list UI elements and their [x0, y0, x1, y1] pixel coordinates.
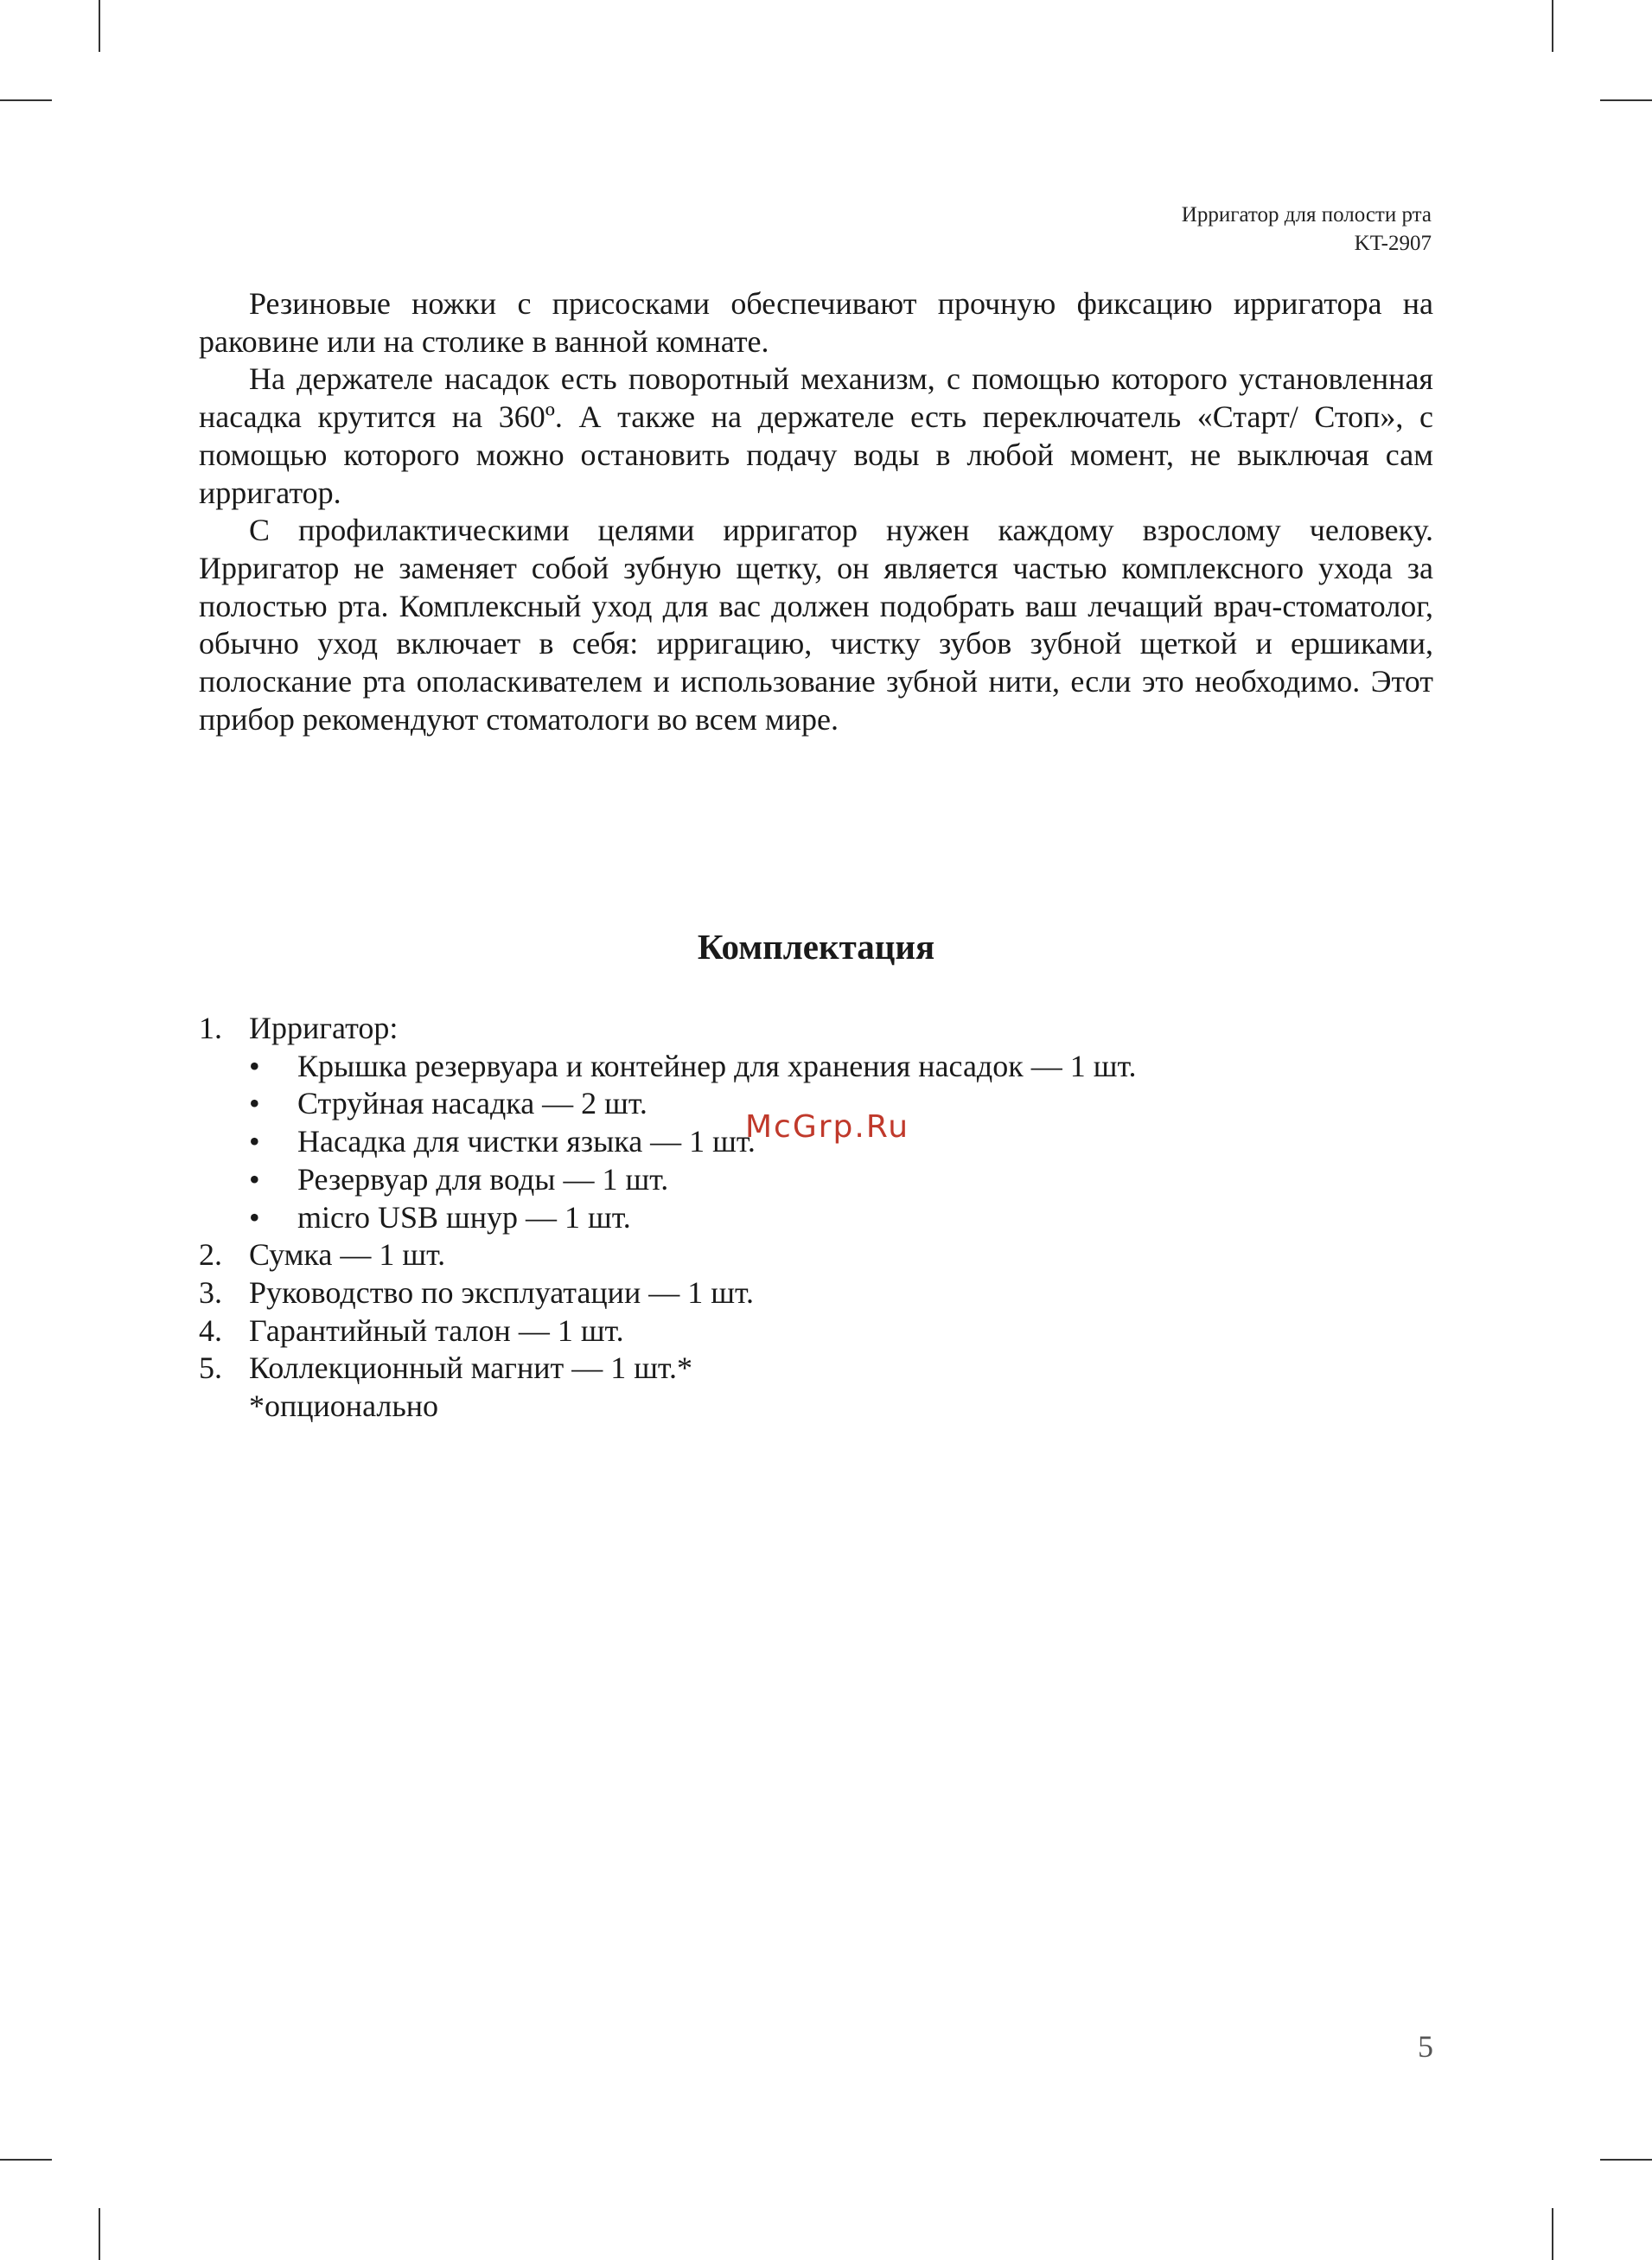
bullet-icon: •: [249, 1199, 260, 1235]
list-number: 3.: [199, 1274, 222, 1310]
sub-list-text: Резервуар для воды — 1 шт.: [297, 1161, 669, 1197]
section-title: Комплектация: [697, 927, 935, 967]
list-number: 2.: [199, 1237, 222, 1273]
crop-mark-bottom-left: [99, 2208, 100, 2260]
list-number: 1.: [199, 1011, 222, 1045]
crop-mark-bottom-right: [1552, 2208, 1553, 2260]
list-text: Ирригатор:: [249, 1011, 399, 1045]
list-item: [199, 1312, 1433, 1350]
sub-list-item: [249, 1048, 1433, 1086]
sub-list-item: [249, 1161, 1433, 1199]
crop-mark-top-left-h: [0, 99, 52, 101]
kit-list: [199, 1010, 1433, 1426]
body-text: [199, 285, 1433, 738]
header-title: Ирригатор для полости рта: [1181, 203, 1432, 227]
header-model: KT-2907: [1354, 232, 1432, 255]
crop-mark-top-right-h: [1600, 99, 1652, 101]
crop-mark-bottom-right-h: [1600, 2159, 1652, 2161]
list-number: 5.: [199, 1350, 222, 1386]
sub-list-text: Крышка резервуара и контейнер для хранения насадок — 1 шт.: [297, 1048, 1137, 1083]
bullet-icon: •: [249, 1086, 260, 1121]
list-text: Сумка — 1 шт.: [249, 1237, 446, 1273]
bullet-icon: •: [249, 1161, 260, 1197]
crop-mark-top-right: [1552, 0, 1553, 52]
paragraph: Резиновые ножки с присосками обеспечивают прочную фиксацию ирригатора на раковине или на столике в ванной комнате.: [199, 286, 1433, 359]
list-number: 4.: [199, 1312, 222, 1348]
page-number: 5: [1418, 2029, 1433, 2064]
sub-list-text: Насадка для чистки языка — 1 шт.: [297, 1124, 756, 1159]
list-text: Коллекционный магнит — 1 шт.*: [249, 1350, 692, 1386]
crop-mark-bottom-left-h: [0, 2159, 52, 2161]
paragraph: На держателе насадок есть поворотный механизм, с помощью которого установленная насадка крутится на 360º. А также на держателе есть переключатель «Старт/ Стоп», с помощью которого можно остановить подачу воды в любой момент, не выключая сам ирригатор.: [199, 361, 1433, 510]
running-header: [1182, 201, 1432, 258]
list-text: Руководство по эксплуатации — 1 шт.: [249, 1274, 754, 1310]
sub-list-item: [249, 1199, 1433, 1237]
footnote: *опционально: [249, 1389, 439, 1424]
list-text: Гарантийный талон — 1 шт.: [249, 1312, 624, 1348]
watermark: McGrp.Ru: [745, 1109, 910, 1145]
sub-list-text: micro USB шнур — 1 шт.: [297, 1199, 631, 1235]
list-item: [199, 1274, 1433, 1312]
bullet-icon: •: [249, 1048, 260, 1083]
crop-mark-top-left: [99, 0, 100, 52]
list-item: [199, 1236, 1433, 1274]
sub-list-text: Струйная насадка — 2 шт.: [297, 1086, 647, 1121]
list-item: [199, 1350, 1433, 1388]
bullet-icon: •: [249, 1124, 260, 1159]
list-item: [199, 1010, 1433, 1048]
paragraph: С профилактическими целями ирригатор нужен каждому взрослому человеку. Ирригатор не заменяет собой зубную щетку, он является частью комплексного ухода за полостью рта. Комплексный уход для вас должен подобрать ваш лечащий врач-стоматолог, обычно уход включает в себя: ирригацию, чистку зубов зубной щеткой и ершиками, полоскание рта ополаскивателем и использование зубной нити, если это необходимо. Этот прибор рекомендуют стоматологи во всем мире.: [199, 513, 1433, 737]
